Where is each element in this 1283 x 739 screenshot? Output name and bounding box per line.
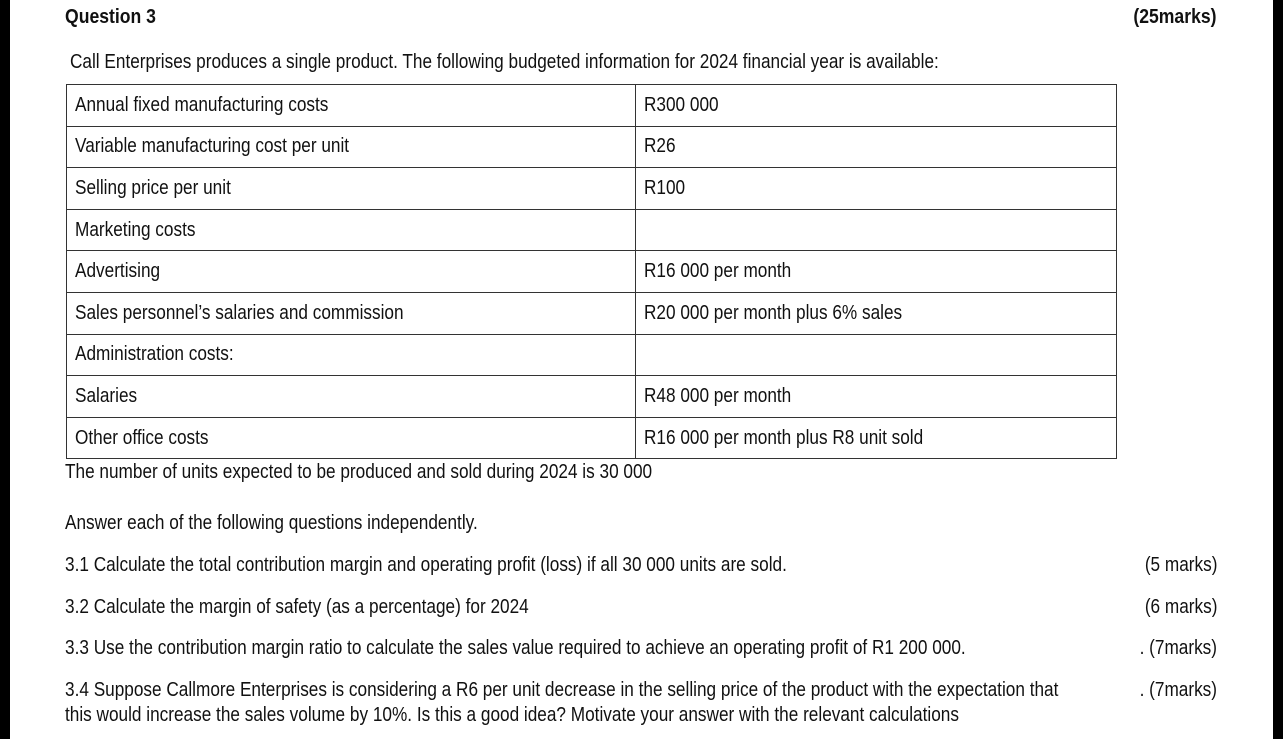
row-value: R26 — [636, 126, 1117, 168]
subquestion-3-1-marks: (5 marks) — [1144, 554, 1217, 576]
row-item: Advertising — [67, 251, 636, 293]
row-item: Variable manufacturing cost per unit — [67, 126, 636, 168]
table-row — [67, 292, 1117, 334]
question-total-marks: (25marks) — [1133, 6, 1217, 28]
table-row — [67, 417, 1117, 459]
row-item: Other office costs — [67, 417, 636, 459]
question-title: Question 3 — [65, 6, 156, 28]
row-item: Annual fixed manufacturing costs — [67, 85, 636, 127]
table-row — [67, 85, 1117, 127]
row-value: R16 000 per month plus R8 unit sold — [636, 417, 1117, 459]
table-row — [67, 126, 1117, 168]
table-row — [67, 168, 1117, 210]
subquestion-3-4-line1: 3.4 Suppose Callmore Enterprises is considering a R6 per unit decrease in the selling price of the product with the expectation that — [65, 679, 1059, 701]
row-value: R48 000 per month — [636, 376, 1117, 418]
row-value: R20 000 per month plus 6% sales — [636, 292, 1117, 334]
table-row — [67, 334, 1117, 376]
row-item: Selling price per unit — [67, 168, 636, 210]
table-row — [67, 209, 1117, 251]
row-value: R300 000 — [636, 85, 1117, 127]
row-item: Marketing costs — [67, 209, 636, 251]
row-item: Salaries — [67, 376, 636, 418]
row-value — [636, 334, 1117, 376]
row-value — [636, 209, 1117, 251]
subquestion-3-4-marks: . (7marks) — [1139, 679, 1217, 701]
table-row — [67, 376, 1117, 418]
row-value: R100 — [636, 168, 1117, 210]
subquestion-3-4-line2: this would increase the sales volume by 10%. Is this a good idea? Motivate your answer with the relevant calculations — [65, 704, 959, 726]
document-page — [10, 0, 1273, 739]
subquestion-3-3-marks: . (7marks) — [1139, 637, 1217, 659]
instruction-text: Answer each of the following questions independently. — [65, 512, 478, 534]
subquestion-3-2-marks: (6 marks) — [1144, 596, 1217, 618]
row-item: Administration costs: — [67, 334, 636, 376]
row-value: R16 000 per month — [636, 251, 1117, 293]
subquestion-3-3: 3.3 Use the contribution margin ratio to calculate the sales value required to achieve an operating profit of R1 200 000. — [65, 637, 966, 659]
intro-text: Call Enterprises produces a single product. The following budgeted information for 2024 financial year is available: — [70, 51, 939, 73]
subquestion-3-1: 3.1 Calculate the total contribution margin and operating profit (loss) if all 30 000 units are sold. — [65, 554, 787, 576]
subquestion-3-2: 3.2 Calculate the margin of safety (as a percentage) for 2024 — [65, 596, 529, 618]
table-row — [67, 251, 1117, 293]
units-note: The number of units expected to be produced and sold during 2024 is 30 000 — [65, 461, 653, 483]
row-item: Sales personnel’s salaries and commission — [67, 292, 636, 334]
budget-info-table — [66, 84, 1117, 459]
